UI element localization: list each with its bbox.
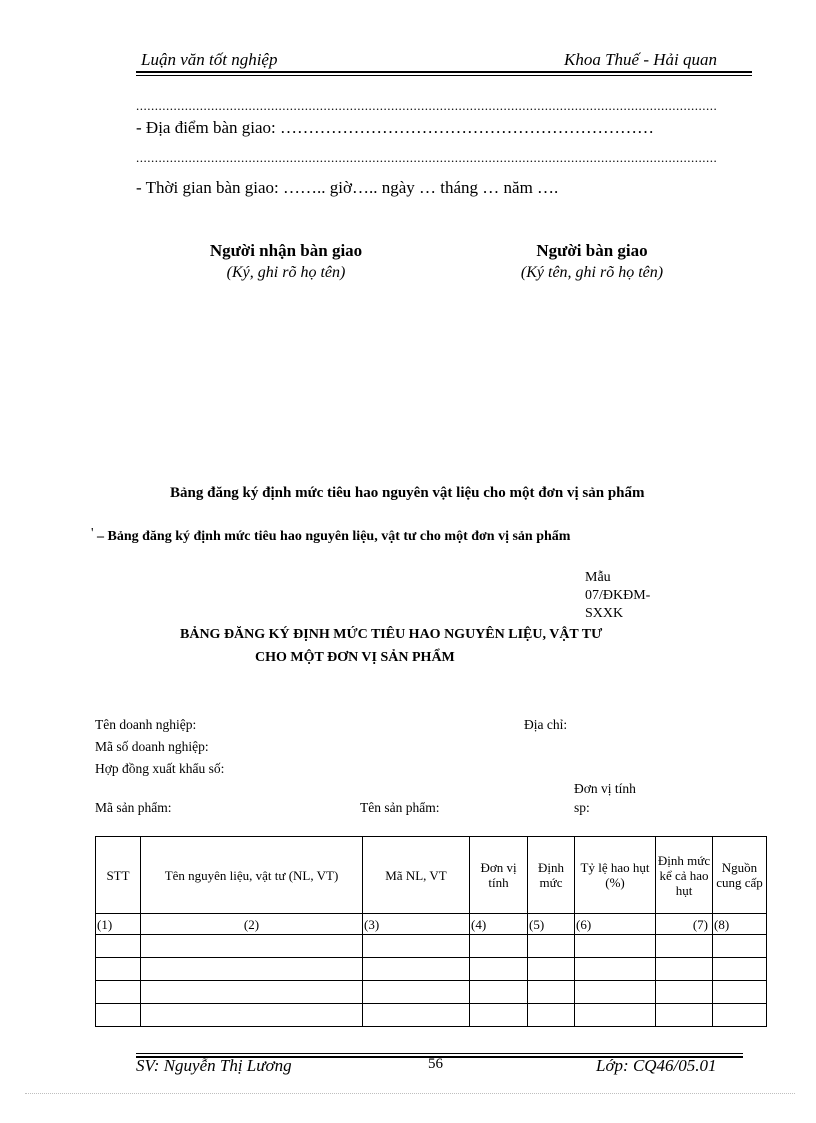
col-header-material-code: Mã NL, VT	[363, 837, 470, 914]
form-code-line1: Mẫu	[585, 570, 611, 585]
form-title-line1: BẢNG ĐĂNG KÝ ĐỊNH MỨC TIÊU HAO NGUYÊN LIỆU, VẬT TƯ	[180, 627, 603, 642]
handover-time-line: - Thời gian bàn giao: …….. giờ….. ngày … tháng … năm ….	[136, 178, 559, 197]
footer-class: Lớp: CQ46/05.01	[596, 1056, 717, 1075]
table-row	[96, 958, 767, 981]
col-number-5: (5)	[528, 914, 575, 935]
page-bottom-border	[25, 1093, 795, 1094]
table-header-row	[96, 837, 767, 914]
header-right: Khoa Thuế - Hải quan	[564, 50, 717, 69]
footer-student: SV: Nguyễn Thị Lương	[136, 1056, 292, 1075]
header-rule	[136, 71, 752, 73]
section-heading: Bảng đăng ký định mức tiêu hao nguyên vật liệu cho một đơn vị sản phẩm	[170, 485, 645, 501]
table-row	[96, 935, 767, 958]
col-header-loss-rate: Tỷ lệ hao hụt (%)	[575, 837, 656, 914]
company-code-label: Mã số doanh nghiệp:	[95, 739, 209, 754]
col-header-norm: Định mức	[528, 837, 575, 914]
giver-note: (Ký tên, ghi rõ họ tên)	[520, 264, 664, 281]
handover-location-line: - Địa điểm bàn giao: …………………………………………………………	[136, 118, 654, 137]
col-number-6: (6)	[575, 914, 656, 935]
product-code-label: Mã sản phẩm:	[95, 800, 172, 815]
col-number-8: (8)	[713, 914, 767, 935]
section-subheading: – Bảng đăng ký định mức tiêu hao nguyên liệu, vật tư cho một đơn vị sản phẩm	[97, 529, 571, 544]
col-number-7: (7)	[656, 914, 713, 935]
col-header-stt: STT	[96, 837, 141, 914]
product-name-label: Tên sản phẩm:	[360, 800, 440, 815]
giver-title: Người bàn giao	[536, 241, 648, 260]
table-row	[96, 981, 767, 1004]
material-norm-table	[95, 836, 767, 1027]
col-number-2: (2)	[141, 914, 363, 935]
col-number-4: (4)	[470, 914, 528, 935]
receiver-title: Người nhận bàn giao	[209, 241, 363, 260]
dotted-line-1: ...........................................................................................................................................................	[136, 98, 718, 113]
form-code-line2: 07/ĐKĐM-	[585, 588, 651, 603]
form-code-line3: SXXK	[585, 606, 624, 621]
table-number-row	[96, 914, 767, 935]
header-rule-thin	[136, 75, 752, 76]
page-number: 56	[428, 1056, 443, 1072]
table-row	[96, 1004, 767, 1027]
dotted-line-2: ...........................................................................................................................................................	[136, 150, 718, 165]
receiver-note: (Ký, ghi rõ họ tên)	[226, 264, 346, 281]
col-header-unit: Đơn vị tính	[470, 837, 528, 914]
header-left: Luận văn tốt nghiệp	[141, 50, 278, 69]
col-number-1: (1)	[96, 914, 141, 935]
unit-label-line1: Đơn vị tính	[574, 781, 636, 796]
col-header-material-name: Tên nguyên liệu, vật tư (NL, VT)	[141, 837, 363, 914]
company-name-label: Tên doanh nghiệp:	[95, 717, 197, 732]
subheading-mark: '	[91, 526, 94, 541]
col-header-norm-with-loss: Định mức kể cả hao hụt	[656, 837, 713, 914]
address-label: Địa chỉ:	[524, 717, 568, 732]
form-title-line2: CHO MỘT ĐƠN VỊ SẢN PHẨM	[255, 650, 455, 665]
col-number-3: (3)	[363, 914, 470, 935]
unit-label-line2: sp:	[574, 800, 590, 815]
contract-label: Hợp đồng xuất khẩu số:	[95, 761, 225, 776]
footer-rule-thin	[136, 1053, 743, 1054]
col-header-source: Nguồn cung cấp	[713, 837, 767, 914]
